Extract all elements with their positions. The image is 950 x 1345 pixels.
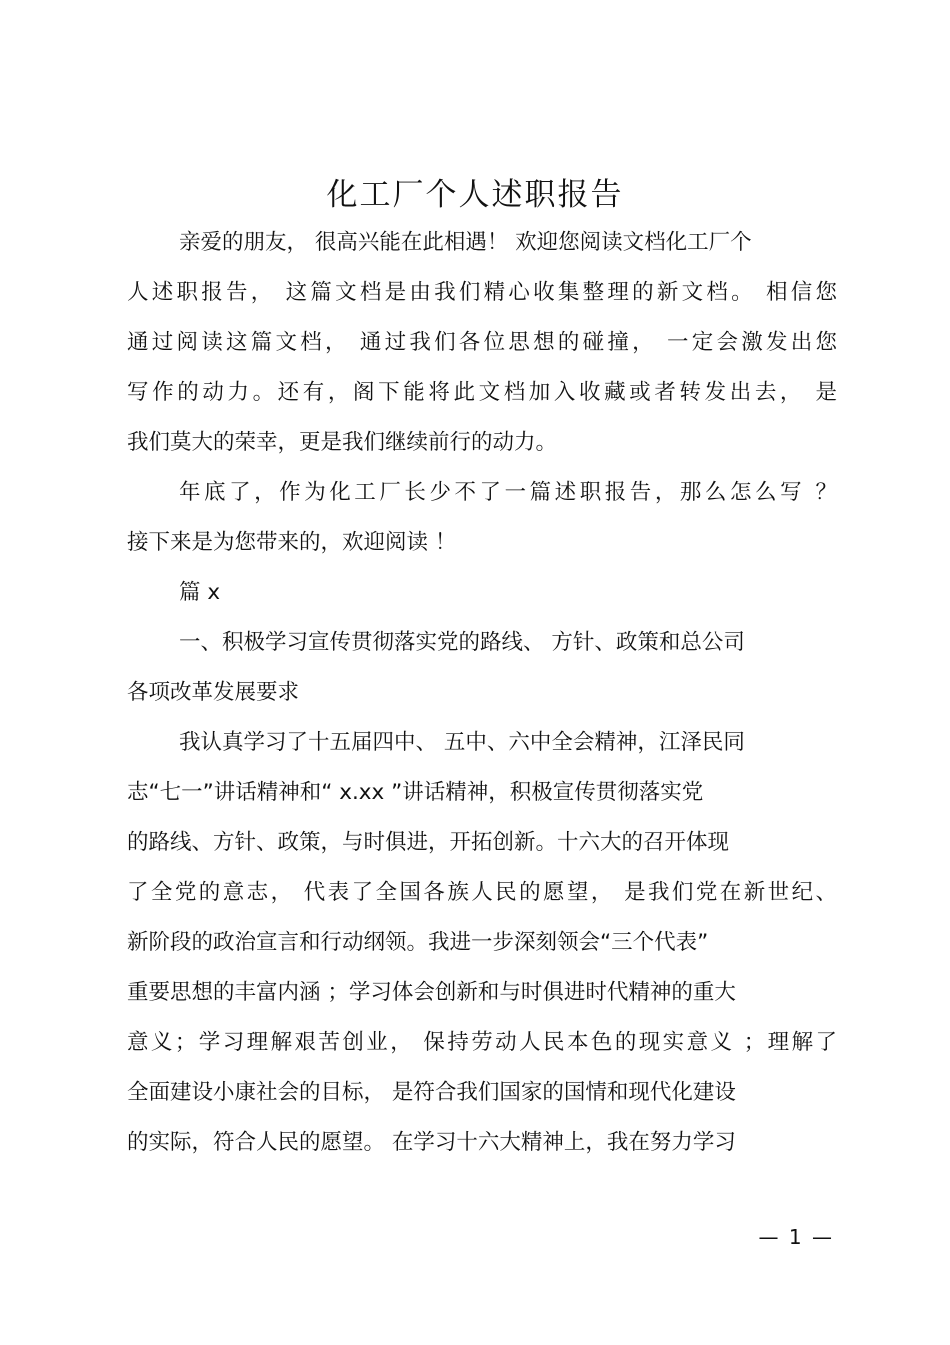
paragraph-line: 的实际，符合人民的愿望。 在学习十六大精神上，我在努力学习	[127, 1130, 736, 1155]
document-title: 化工厂个人述职报告	[326, 177, 624, 213]
paragraph-line: 人述职报告， 这篇文档是由我们精心收集整理的新文档。 相信您	[127, 280, 837, 305]
paragraph-line: 的路线、方针、政策，与时俱进，开拓创新。十六大的召开体现	[127, 830, 730, 855]
paragraph-line: 全面建设小康社会的目标， 是符合我们国家的国情和现代化建设	[127, 1080, 736, 1105]
page-number: — 1 —	[758, 1225, 834, 1249]
paragraph-line: 新阶段的政治宣言和行动纲领。我进一步深刻领会“三个代表”	[127, 930, 709, 955]
paragraph-line: 年底了，作为化工厂长少不了一篇述职报告，那么怎么写 ？	[179, 480, 837, 505]
paragraph-line: 亲爱的朋友， 很高兴能在此相遇！ 欢迎您阅读文档化工厂个	[179, 230, 752, 255]
paragraph-line: 重要思想的丰富内涵 ；学习体会创新和与时俱进时代精神的重大	[127, 980, 736, 1005]
paragraph-line: 通过阅读这篇文档， 通过我们各位思想的碰撞， 一定会激发出您	[127, 330, 837, 355]
section-label: 篇 x	[179, 580, 221, 605]
paragraph-line: 写作的动力。还有，阁下能将此文档加入收藏或者转发出去， 是	[127, 380, 837, 405]
section-heading-line: 一、积极学习宣传贯彻落实党的路线、 方针、政策和总公司	[179, 630, 745, 655]
paragraph-line: 意义；学习理解艰苦创业， 保持劳动人民本色的现实意义 ；理解了	[127, 1030, 837, 1055]
section-heading-line: 各项改革发展要求	[127, 680, 300, 705]
paragraph-line: 我们莫大的荣幸，更是我们继续前行的动力。	[127, 430, 558, 455]
paragraph-line: 了全党的意志， 代表了全国各族人民的愿望， 是我们党在新世纪、	[127, 880, 837, 905]
paragraph-line: 我认真学习了十五届四中、 五中、六中全会精神，江泽民同	[179, 730, 745, 755]
paragraph-line: 接下来是为您带来的，欢迎阅读 ！	[127, 530, 457, 555]
paragraph-line: 志“七一”讲话精神和“ x.xx ”讲话精神，积极宣传贯彻落实党	[127, 780, 704, 805]
